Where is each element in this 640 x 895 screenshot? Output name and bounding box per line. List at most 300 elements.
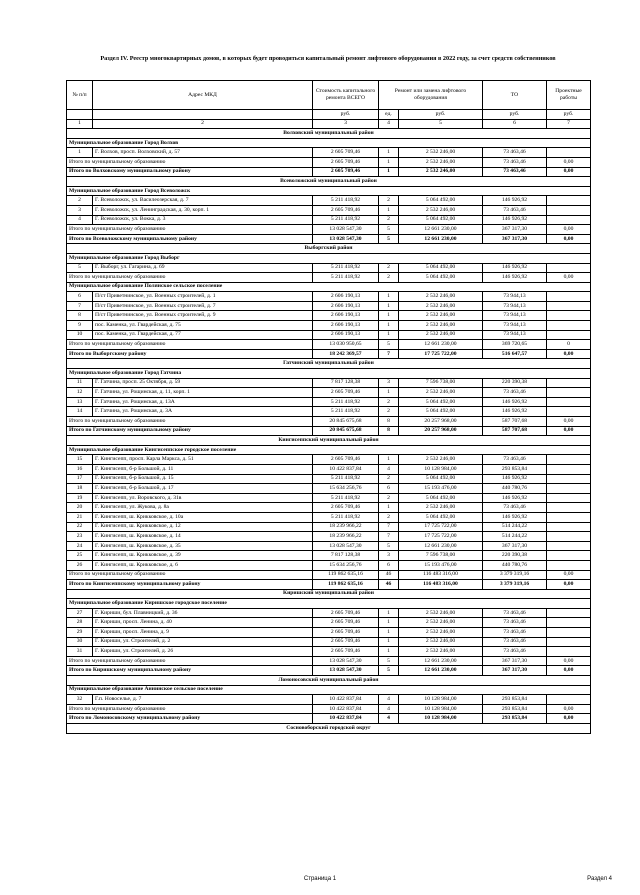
- to-cell: 367 317,30: [483, 234, 547, 244]
- cost-cell: 2 605 709,46: [313, 618, 379, 628]
- table-row: [67, 503, 591, 513]
- table-row: [67, 196, 591, 206]
- to-cell: 146 926,92: [483, 196, 547, 206]
- to-cell: 146 926,92: [483, 215, 547, 225]
- repair-cell: 116 483 316,00: [399, 580, 483, 590]
- cost-cell: 2 605 709,46: [313, 455, 379, 465]
- units-cell: 5: [379, 666, 399, 676]
- unit-cell: руб.: [547, 110, 591, 120]
- project-cell: 0,00: [547, 157, 591, 167]
- total-label: Итого по Всеволожскому муниципальному району: [67, 234, 313, 244]
- repair-cell: 2 532 246,00: [399, 330, 483, 340]
- project-cell: [547, 292, 591, 302]
- row-address: Г.п. Новоселье, д. 7: [93, 695, 313, 705]
- project-cell: [547, 532, 591, 542]
- row-address: Г. Кингисепп, ул. Жукова, д. 8а: [93, 503, 313, 513]
- project-cell: [547, 608, 591, 618]
- district-header-row: [67, 676, 591, 686]
- project-cell: [547, 474, 591, 484]
- district-name: Ломоносовский муниципальный район: [67, 676, 591, 686]
- repair-cell: 5 064 492,00: [399, 493, 483, 503]
- column-number: 5: [399, 119, 483, 129]
- municipality-name: Муниципальное образование Аннинское сельское поселение: [67, 685, 591, 695]
- repair-cell: 2 532 246,00: [399, 292, 483, 302]
- table-row: [67, 560, 591, 570]
- project-cell: 0,00: [547, 225, 591, 235]
- units-cell: 1: [379, 157, 399, 167]
- table-row: [67, 618, 591, 628]
- to-cell: 73 944,13: [483, 301, 547, 311]
- row-address: Г. Всеволожск, ул. Ленинградская, д. 30, корп. 1: [93, 205, 313, 215]
- project-cell: [547, 397, 591, 407]
- header-repair: Ремонт или замена лифтового оборудования: [379, 81, 483, 110]
- project-cell: 0,00: [547, 417, 591, 427]
- to-cell: 293 853,84: [483, 704, 547, 714]
- column-number: 3: [313, 119, 379, 129]
- repair-cell: 2 532 246,00: [399, 311, 483, 321]
- row-number: 19: [67, 493, 93, 503]
- header-row: [67, 81, 591, 110]
- units-cell: 1: [379, 301, 399, 311]
- to-cell: 587 707,68: [483, 417, 547, 427]
- row-number: 29: [67, 628, 93, 638]
- district-total-row: [67, 666, 591, 676]
- repair-cell: 2 532 246,00: [399, 618, 483, 628]
- units-cell: 1: [379, 455, 399, 465]
- project-cell: 0,00: [547, 666, 591, 676]
- repair-cell: 5 064 492,00: [399, 263, 483, 273]
- district-header-row: [67, 177, 591, 187]
- total-label: Итого по Выборгскому району: [67, 349, 313, 359]
- cost-cell: 2 606 190,13: [313, 301, 379, 311]
- project-cell: 0,00: [547, 656, 591, 666]
- units-cell: 1: [379, 292, 399, 302]
- cost-cell: 5 211 418,92: [313, 397, 379, 407]
- unit-cell: руб.: [399, 110, 483, 120]
- total-label: Итого по муниципальному образованию: [67, 417, 313, 427]
- row-number: 8: [67, 311, 93, 321]
- repair-cell: 2 532 246,00: [399, 608, 483, 618]
- cost-cell: 2 605 709,46: [313, 647, 379, 657]
- row-address: Г. Кингисепп, ш. Крикковское, д. 6: [93, 560, 313, 570]
- total-label: Итого по муниципальному образованию: [67, 340, 313, 350]
- cost-cell: 2 606 190,13: [313, 311, 379, 321]
- units-cell: 5: [379, 541, 399, 551]
- total-label: Итого по Волховскому муниципальному району: [67, 167, 313, 177]
- repair-cell: 10 128 984,00: [399, 464, 483, 474]
- repair-cell: 5 064 492,00: [399, 512, 483, 522]
- district-header-row: [67, 724, 591, 734]
- municipality-name: Муниципальное образование Город Гатчина: [67, 369, 591, 379]
- to-cell: 73 463,46: [483, 388, 547, 398]
- row-number: 28: [67, 618, 93, 628]
- district-header-row: [67, 436, 591, 446]
- units-cell: 3: [379, 378, 399, 388]
- municipality-header-row: [67, 599, 591, 609]
- repair-cell: 5 064 492,00: [399, 196, 483, 206]
- units-cell: 1: [379, 311, 399, 321]
- row-address: Г. Всеволожск, ул. Вокка, д. 3: [93, 215, 313, 225]
- row-number: 23: [67, 532, 93, 542]
- municipality-name: Муниципальное образование Город Волхов: [67, 138, 591, 148]
- to-cell: 440 780,76: [483, 484, 547, 494]
- total-label: Итого по Ломоносовскому муниципальному району: [67, 714, 313, 724]
- repair-cell: 2 532 246,00: [399, 205, 483, 215]
- row-number: 30: [67, 637, 93, 647]
- project-cell: 0,00: [547, 273, 591, 283]
- units-cell: 6: [379, 484, 399, 494]
- row-address: Г. Кингисепп, ш. Крикковское, д. 12: [93, 522, 313, 532]
- table-row: [67, 388, 591, 398]
- row-number: 26: [67, 560, 93, 570]
- row-number: 10: [67, 330, 93, 340]
- cost-cell: 2 606 190,13: [313, 330, 379, 340]
- repair-cell: 2 532 246,00: [399, 388, 483, 398]
- cost-cell: 2 605 709,46: [313, 157, 379, 167]
- table-row: [67, 148, 591, 158]
- table-row: [67, 301, 591, 311]
- table-row: [67, 551, 591, 561]
- project-cell: [547, 522, 591, 532]
- unit-cell: [67, 110, 93, 120]
- table-row: [67, 484, 591, 494]
- district-name: Киришский муниципальный район: [67, 589, 591, 599]
- repair-cell: 5 064 492,00: [399, 474, 483, 484]
- table-row: [67, 695, 591, 705]
- units-cell: 4: [379, 704, 399, 714]
- row-number: 32: [67, 695, 93, 705]
- cost-cell: 2 605 709,46: [313, 608, 379, 618]
- to-cell: 367 317,30: [483, 541, 547, 551]
- row-address: Г. Гатчина, ул. Рощинская, д. 3А: [93, 407, 313, 417]
- units-cell: 1: [379, 148, 399, 158]
- total-label: Итого по муниципальному образованию: [67, 656, 313, 666]
- table-row: [67, 541, 591, 551]
- units-cell: 4: [379, 464, 399, 474]
- table-row: [67, 474, 591, 484]
- row-address: Г. Гатчина, просп. 25 Октября, д. 59: [93, 378, 313, 388]
- column-number: 7: [547, 119, 591, 129]
- table-row: [67, 311, 591, 321]
- cost-cell: 5 211 418,92: [313, 407, 379, 417]
- table-row: [67, 628, 591, 638]
- project-cell: 0,00: [547, 234, 591, 244]
- repair-cell: 12 661 230,00: [399, 656, 483, 666]
- row-number: 20: [67, 503, 93, 513]
- to-cell: 73 944,13: [483, 292, 547, 302]
- cost-cell: 5 211 418,92: [313, 263, 379, 273]
- column-number: 1: [67, 119, 93, 129]
- units-cell: 7: [379, 349, 399, 359]
- repair-cell: 116 483 316,00: [399, 570, 483, 580]
- row-number: 4: [67, 215, 93, 225]
- repair-cell: 17 725 722,00: [399, 349, 483, 359]
- cost-cell: 13 028 547,30: [313, 225, 379, 235]
- cost-cell: 2 605 709,46: [313, 148, 379, 158]
- row-address: Г. Гатчина, ул. Рощинская, д. 11, корп. 1: [93, 388, 313, 398]
- cost-cell: 10 422 837,84: [313, 714, 379, 724]
- district-header-row: [67, 129, 591, 139]
- repair-cell: 12 661 230,00: [399, 541, 483, 551]
- repair-cell: 5 064 492,00: [399, 273, 483, 283]
- project-cell: 0,00: [547, 714, 591, 724]
- table-row: [67, 493, 591, 503]
- cost-cell: 13 028 547,30: [313, 656, 379, 666]
- cost-cell: 2 605 709,46: [313, 388, 379, 398]
- column-number: 4: [379, 119, 399, 129]
- header-num: № п/п: [67, 81, 93, 110]
- row-number: 22: [67, 522, 93, 532]
- cost-cell: 7 817 128,38: [313, 378, 379, 388]
- total-label: Итого по муниципальному образованию: [67, 570, 313, 580]
- to-cell: 73 463,46: [483, 205, 547, 215]
- row-address: Г. Кириши, просп. Ленина, д. 9: [93, 628, 313, 638]
- cost-cell: 20 845 675,68: [313, 417, 379, 427]
- district-header-row: [67, 244, 591, 254]
- cost-cell: 2 606 190,13: [313, 321, 379, 331]
- to-cell: 3 379 319,16: [483, 570, 547, 580]
- repair-cell: 7 596 738,00: [399, 551, 483, 561]
- repair-cell: 2 532 246,00: [399, 628, 483, 638]
- units-cell: 2: [379, 196, 399, 206]
- repair-cell: 12 661 230,00: [399, 340, 483, 350]
- repair-cell: 2 532 246,00: [399, 455, 483, 465]
- repair-cell: 2 532 246,00: [399, 148, 483, 158]
- district-name: Волховский муниципальный район: [67, 129, 591, 139]
- row-address: Г. Кингисепп, б-р Большой, д. 11: [93, 464, 313, 474]
- to-cell: 514 244,22: [483, 522, 547, 532]
- row-number: 16: [67, 464, 93, 474]
- row-number: 31: [67, 647, 93, 657]
- row-address: Г. Кингисепп, просп. Карла Маркса, д. 51: [93, 455, 313, 465]
- table-row: [67, 215, 591, 225]
- cost-cell: 2 606 190,13: [313, 292, 379, 302]
- cost-cell: 18 239 966,22: [313, 522, 379, 532]
- total-label: Итого по муниципальному образованию: [67, 704, 313, 714]
- municipality-header-row: [67, 138, 591, 148]
- to-cell: 3 379 319,16: [483, 580, 547, 590]
- repair-cell: 2 532 246,00: [399, 157, 483, 167]
- repair-cell: 5 064 492,00: [399, 397, 483, 407]
- municipality-subtotal-row: [67, 417, 591, 427]
- cost-cell: 18 242 369,57: [313, 349, 379, 359]
- municipality-name: Муниципальное образование Киришское городское поселение: [67, 599, 591, 609]
- row-address: П/ст Приветнинское, ул. Военных строителей, д. 9: [93, 311, 313, 321]
- project-cell: [547, 512, 591, 522]
- row-address: Г. Кингисепп, ш. Крикковское, д. 35: [93, 541, 313, 551]
- row-address: Г. Кингисепп, ул. Воровского, д. 31в: [93, 493, 313, 503]
- row-number: 6: [67, 292, 93, 302]
- units-cell: 2: [379, 407, 399, 417]
- table-row: [67, 464, 591, 474]
- column-numbers-row: [67, 119, 591, 129]
- units-cell: 5: [379, 234, 399, 244]
- to-cell: 73 944,13: [483, 321, 547, 331]
- units-cell: 1: [379, 321, 399, 331]
- district-total-row: [67, 167, 591, 177]
- cost-cell: 5 211 418,92: [313, 273, 379, 283]
- repair-cell: 17 725 722,00: [399, 532, 483, 542]
- units-cell: 7: [379, 532, 399, 542]
- units-cell: 5: [379, 656, 399, 666]
- registry-table: [66, 80, 591, 734]
- total-label: Итого по муниципальному образованию: [67, 273, 313, 283]
- table-row: [67, 378, 591, 388]
- row-address: Г. Выборг, ул. Гагарина, д. 69: [93, 263, 313, 273]
- cost-cell: 5 211 418,92: [313, 512, 379, 522]
- units-cell: 46: [379, 580, 399, 590]
- units-cell: 2: [379, 397, 399, 407]
- row-number: 15: [67, 455, 93, 465]
- cost-cell: 5 211 418,92: [313, 474, 379, 484]
- repair-cell: 2 532 246,00: [399, 503, 483, 513]
- repair-cell: 10 128 984,00: [399, 714, 483, 724]
- row-address: Г. Волхов, просп. Волховский, д. 57: [93, 148, 313, 158]
- project-cell: 0,00: [547, 704, 591, 714]
- units-cell: 2: [379, 273, 399, 283]
- project-cell: [547, 407, 591, 417]
- to-cell: 146 926,92: [483, 474, 547, 484]
- district-name: Выборгский район: [67, 244, 591, 254]
- project-cell: [547, 503, 591, 513]
- to-cell: 73 463,46: [483, 618, 547, 628]
- project-cell: [547, 628, 591, 638]
- municipality-subtotal-row: [67, 570, 591, 580]
- units-cell: 5: [379, 225, 399, 235]
- district-total-row: [67, 349, 591, 359]
- units-cell: 1: [379, 608, 399, 618]
- row-address: Г. Кингисепп, б-р Большой, д. 17: [93, 484, 313, 494]
- project-cell: [547, 695, 591, 705]
- project-cell: [547, 541, 591, 551]
- header-cost: Стоимость капитального ремонта ВСЕГО: [313, 81, 379, 110]
- units-cell: 2: [379, 215, 399, 225]
- repair-cell: 10 128 984,00: [399, 695, 483, 705]
- units-cell: 6: [379, 560, 399, 570]
- project-cell: [547, 618, 591, 628]
- cost-cell: 13 028 547,30: [313, 666, 379, 676]
- unit-cell: [93, 110, 313, 120]
- to-cell: 73 463,46: [483, 167, 547, 177]
- row-address: Г. Кириши, ул. Строителей, д. 2: [93, 637, 313, 647]
- page-number: Страница 1: [303, 876, 337, 882]
- table-row: [67, 455, 591, 465]
- units-cell: 3: [379, 551, 399, 561]
- project-cell: [547, 205, 591, 215]
- district-header-row: [67, 359, 591, 369]
- to-cell: 146 926,92: [483, 407, 547, 417]
- units-cell: 2: [379, 263, 399, 273]
- project-cell: [547, 301, 591, 311]
- project-cell: [547, 215, 591, 225]
- municipality-subtotal-row: [67, 225, 591, 235]
- repair-cell: 12 661 230,00: [399, 666, 483, 676]
- row-address: П/ст Приветнинское, ул. Военных строителей, д. 7: [93, 301, 313, 311]
- municipality-name: Муниципальное образование Полянское сельское поселение: [67, 282, 591, 292]
- units-cell: 1: [379, 388, 399, 398]
- to-cell: 367 317,30: [483, 225, 547, 235]
- units-cell: 46: [379, 570, 399, 580]
- cost-cell: 5 211 418,92: [313, 493, 379, 503]
- row-address: пос. Каменка, ул. Гвардейская, д. 75: [93, 321, 313, 331]
- repair-cell: 15 193 476,00: [399, 560, 483, 570]
- repair-cell: 15 193 476,00: [399, 484, 483, 494]
- column-number: 2: [93, 119, 313, 129]
- to-cell: 516 647,57: [483, 349, 547, 359]
- row-number: 24: [67, 541, 93, 551]
- units-cell: 1: [379, 618, 399, 628]
- to-cell: 220 390,38: [483, 551, 547, 561]
- cost-cell: 119 862 635,16: [313, 580, 379, 590]
- cost-cell: 2 605 709,46: [313, 637, 379, 647]
- units-cell: 2: [379, 493, 399, 503]
- municipality-name: Муниципальное образование Кингисеппское городское поселение: [67, 445, 591, 455]
- table-row: [67, 205, 591, 215]
- repair-cell: 2 532 246,00: [399, 637, 483, 647]
- to-cell: 146 926,92: [483, 493, 547, 503]
- units-cell: 1: [379, 503, 399, 513]
- municipality-subtotal-row: [67, 157, 591, 167]
- municipality-subtotal-row: [67, 340, 591, 350]
- municipality-name: Муниципальное образование Город Выборг: [67, 253, 591, 263]
- municipality-header-row: [67, 369, 591, 379]
- repair-cell: 10 128 984,00: [399, 704, 483, 714]
- to-cell: 73 944,13: [483, 330, 547, 340]
- cost-cell: 18 239 966,22: [313, 532, 379, 542]
- repair-cell: 12 661 230,00: [399, 225, 483, 235]
- to-cell: 514 244,22: [483, 532, 547, 542]
- cost-cell: 7 817 128,38: [313, 551, 379, 561]
- district-name: Всеволожский муниципальный район: [67, 177, 591, 187]
- total-label: Итого по муниципальному образованию: [67, 225, 313, 235]
- section-label: Раздел 4: [587, 876, 612, 882]
- row-address: Г. Кингисепп, ш. Крикковское, д. 14: [93, 532, 313, 542]
- project-cell: [547, 196, 591, 206]
- row-number: 12: [67, 388, 93, 398]
- cost-cell: 15 634 256,76: [313, 560, 379, 570]
- units-cell: 1: [379, 205, 399, 215]
- table-row: [67, 647, 591, 657]
- row-address: Г. Кириши, просп. Ленина, д. 40: [93, 618, 313, 628]
- cost-cell: 13 028 547,30: [313, 541, 379, 551]
- repair-cell: 2 532 246,00: [399, 321, 483, 331]
- to-cell: 73 463,46: [483, 503, 547, 513]
- table-row: [67, 263, 591, 273]
- table-body: [67, 129, 591, 733]
- to-cell: 146 926,92: [483, 512, 547, 522]
- row-address: П/ст Приветнинское, ул. Военных строителей, д. 1: [93, 292, 313, 302]
- municipality-header-row: [67, 186, 591, 196]
- project-cell: 0,00: [547, 167, 591, 177]
- to-cell: 293 853,84: [483, 464, 547, 474]
- header-project: Проектные работы: [547, 81, 591, 110]
- units-cell: 2: [379, 474, 399, 484]
- cost-cell: 13 030 950,65: [313, 340, 379, 350]
- row-address: Г. Кириши, ул. Строителей, д. 26: [93, 647, 313, 657]
- cost-cell: 2 605 709,46: [313, 205, 379, 215]
- table-row: [67, 637, 591, 647]
- units-cell: 5: [379, 340, 399, 350]
- to-cell: 73 463,46: [483, 157, 547, 167]
- municipality-subtotal-row: [67, 273, 591, 283]
- district-total-row: [67, 426, 591, 436]
- row-address: Г. Кириши, бул. Плавницкий, д. 36: [93, 608, 313, 618]
- repair-cell: 17 725 722,00: [399, 522, 483, 532]
- repair-cell: 2 532 246,00: [399, 167, 483, 177]
- to-cell: 440 780,76: [483, 560, 547, 570]
- district-header-row: [67, 589, 591, 599]
- to-cell: 73 944,13: [483, 311, 547, 321]
